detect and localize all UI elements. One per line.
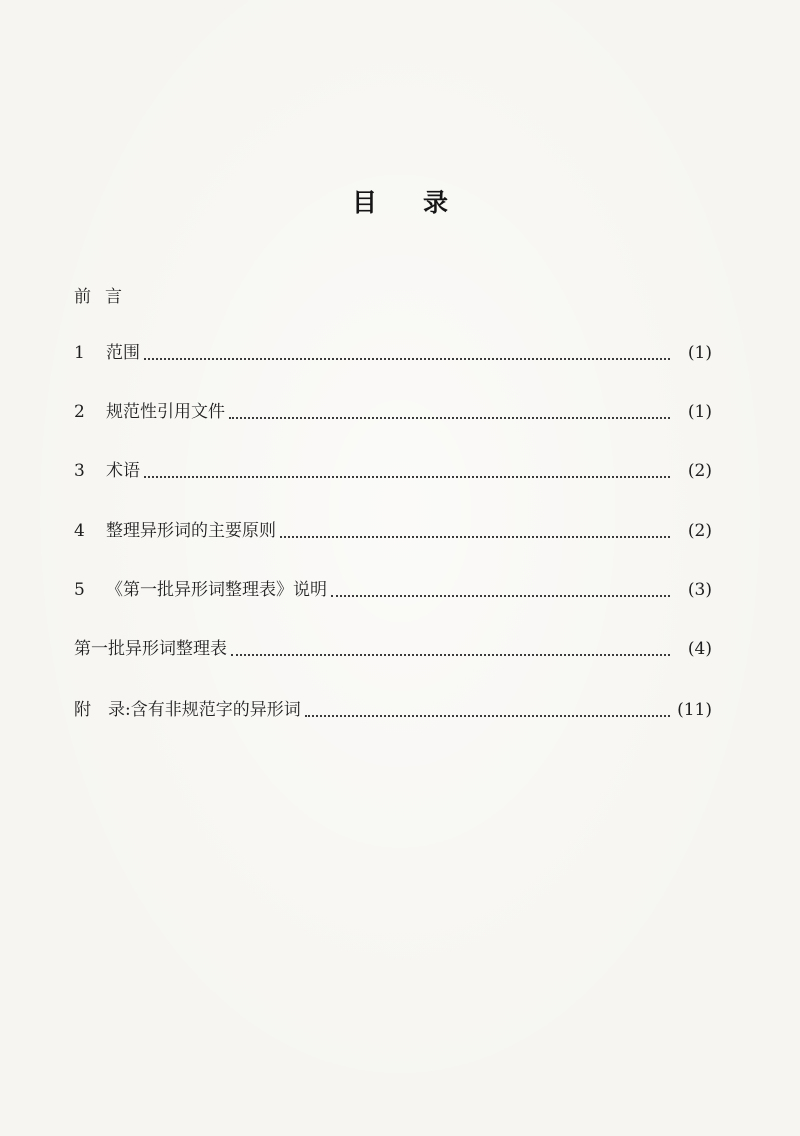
toc-entry-title: 第一批异形词整理表 xyxy=(74,639,227,659)
page-title: 目录 xyxy=(351,188,494,217)
toc-entry-table-explanation xyxy=(74,577,712,603)
dot-leader xyxy=(305,715,670,717)
toc-entry-page: (1) xyxy=(687,402,712,422)
toc-entry-number: 5 xyxy=(74,580,85,600)
toc-entry-page: (3) xyxy=(687,580,712,600)
toc-entry-terms xyxy=(74,458,712,484)
toc-preface: 前言 xyxy=(74,287,136,307)
dot-leader xyxy=(331,595,670,597)
toc-entry-principles xyxy=(74,518,712,544)
toc-entry-normative-references xyxy=(74,399,712,425)
toc-entry-page: (2) xyxy=(687,461,712,481)
toc-entry-title: 术语 xyxy=(106,461,140,481)
dot-leader xyxy=(144,476,670,478)
toc-entry-title: 附 录:含有非规范字的异形词 xyxy=(74,700,301,720)
toc-entry-table xyxy=(74,636,712,662)
toc-entry-page: (11) xyxy=(677,700,712,720)
dot-leader xyxy=(144,358,670,360)
toc-entry-number: 2 xyxy=(74,402,85,422)
toc-entry-title: 规范性引用文件 xyxy=(106,402,225,422)
toc-entry-title: 整理异形词的主要原则 xyxy=(106,521,276,541)
toc-entry-appendix xyxy=(74,697,712,723)
toc-entry-page: (4) xyxy=(687,639,712,659)
toc-entry-title: 《第一批异形词整理表》说明 xyxy=(106,580,327,600)
toc-entry-number: 3 xyxy=(74,461,85,481)
toc-entry-number: 4 xyxy=(74,521,85,541)
dot-leader xyxy=(280,536,670,538)
toc-entry-title: 范围 xyxy=(106,343,140,363)
dot-leader xyxy=(229,417,670,419)
toc-entry-page: (1) xyxy=(687,343,712,363)
toc-entry-number: 1 xyxy=(74,343,85,363)
toc-entry-page: (2) xyxy=(687,521,712,541)
toc-entry-scope xyxy=(74,340,712,366)
dot-leader xyxy=(231,654,670,656)
